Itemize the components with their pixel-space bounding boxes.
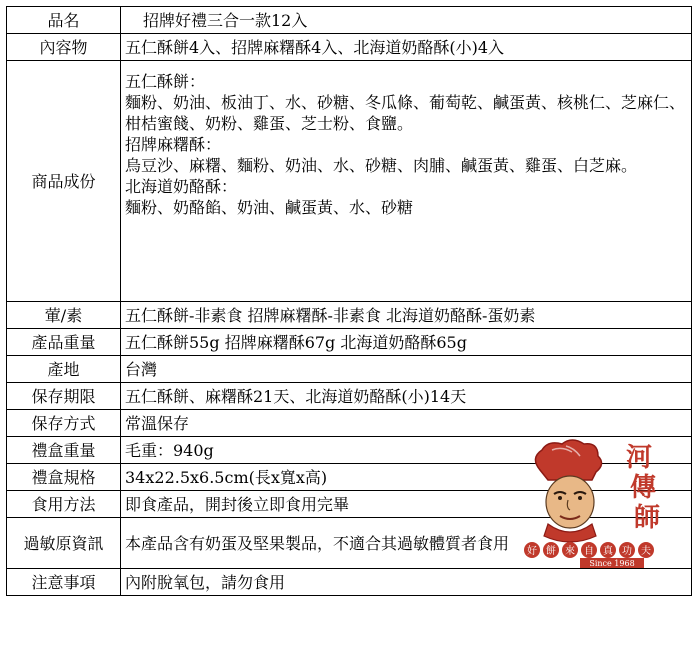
ingredient-name: 五仁酥餅： <box>125 72 206 91</box>
row-label-box-weight: 禮盒重量 <box>7 437 121 464</box>
table-row <box>7 383 692 410</box>
storage-method: 常溫保存 <box>121 410 692 437</box>
svg-text:功: 功 <box>622 546 632 557</box>
ingredient-text: 麵粉、奶酪餡、奶油、鹹蛋黃、水、砂糖 <box>125 198 414 217</box>
ingredient-name: 北海道奶酪酥： <box>125 177 238 196</box>
brand-logo <box>522 436 682 568</box>
svg-text:真: 真 <box>603 546 613 557</box>
table-row <box>7 34 692 61</box>
row-label-contents: 內容物 <box>7 34 121 61</box>
table-row <box>7 569 692 596</box>
logo-brand-char: 傳 <box>630 473 657 503</box>
svg-text:好: 好 <box>527 546 537 557</box>
table-row <box>7 61 692 302</box>
svg-text:來: 來 <box>565 546 575 557</box>
row-label-allergen: 過敏原資訊 <box>7 518 121 569</box>
table-row <box>7 329 692 356</box>
logo-since: Since 1968 <box>589 559 635 568</box>
row-label-ingredients: 商品成份 <box>7 61 121 302</box>
table-row <box>7 302 692 329</box>
logo-slogan <box>524 542 654 558</box>
row-label-weight: 產品重量 <box>7 329 121 356</box>
table-row <box>7 7 692 34</box>
ingredient-name: 招牌麻糬酥： <box>125 135 222 154</box>
box-weight: 毛重：940g <box>121 437 692 464</box>
product-contents: 五仁酥餅4入、招牌麻糬酥4入、北海道奶酪酥(小)4入 <box>121 34 692 61</box>
logo-brand-char: 河 <box>626 443 653 473</box>
allergen-info: 本產品含有奶蛋及堅果製品，不適合其過敏體質者食用 <box>121 518 692 569</box>
row-label-shelf-life: 保存期限 <box>7 383 121 410</box>
logo-brand-char: 師 <box>634 503 661 533</box>
diet-type: 五仁酥餅-非素食 招牌麻糬酥-非素食 北海道奶酪酥-蛋奶素 <box>121 302 692 329</box>
product-origin: 台灣 <box>121 356 692 383</box>
ingredient-text: 烏豆沙、麻糬、麵粉、奶油、水、砂糖、肉脯、鹹蛋黃、雞蛋、白芝麻。 <box>125 156 638 175</box>
table-row <box>7 356 692 383</box>
svg-text:夫: 夫 <box>641 546 651 557</box>
row-label-diet: 葷/素 <box>7 302 121 329</box>
svg-text:餅: 餅 <box>546 546 556 557</box>
shelf-life: 五仁酥餅、麻糬酥21天、北海道奶酪酥(小)14天 <box>121 383 692 410</box>
row-label-origin: 產地 <box>7 356 121 383</box>
row-label-storage: 保存方式 <box>7 410 121 437</box>
ingredients-cell <box>121 61 692 302</box>
usage-method: 即食產品，開封後立即食用完畢 <box>121 491 692 518</box>
ingredient-text: 麵粉、奶油、板油丁、水、砂糖、冬瓜條、葡萄乾、鹹蛋黃、核桃仁、芝麻仁、柑桔蜜餞、奶粉、雞蛋、芝士粉、食鹽。 <box>125 93 686 133</box>
row-label-notes: 注意事項 <box>7 569 121 596</box>
row-label-box-size: 禮盒規格 <box>7 464 121 491</box>
row-label-name: 品名 <box>7 7 121 34</box>
product-name: 招牌好禮三合一款12入 <box>121 7 692 34</box>
table-row <box>7 410 692 437</box>
svg-text:自: 自 <box>584 546 594 557</box>
box-size: 34x22.5x6.5cm(長x寬x高) <box>121 464 692 491</box>
notes: 內附脫氧包，請勿食用 <box>121 569 692 596</box>
ingredients-list <box>125 61 687 218</box>
row-label-usage: 食用方法 <box>7 491 121 518</box>
product-weight: 五仁酥餅55g 招牌麻糬酥67g 北海道奶酪酥65g <box>121 329 692 356</box>
